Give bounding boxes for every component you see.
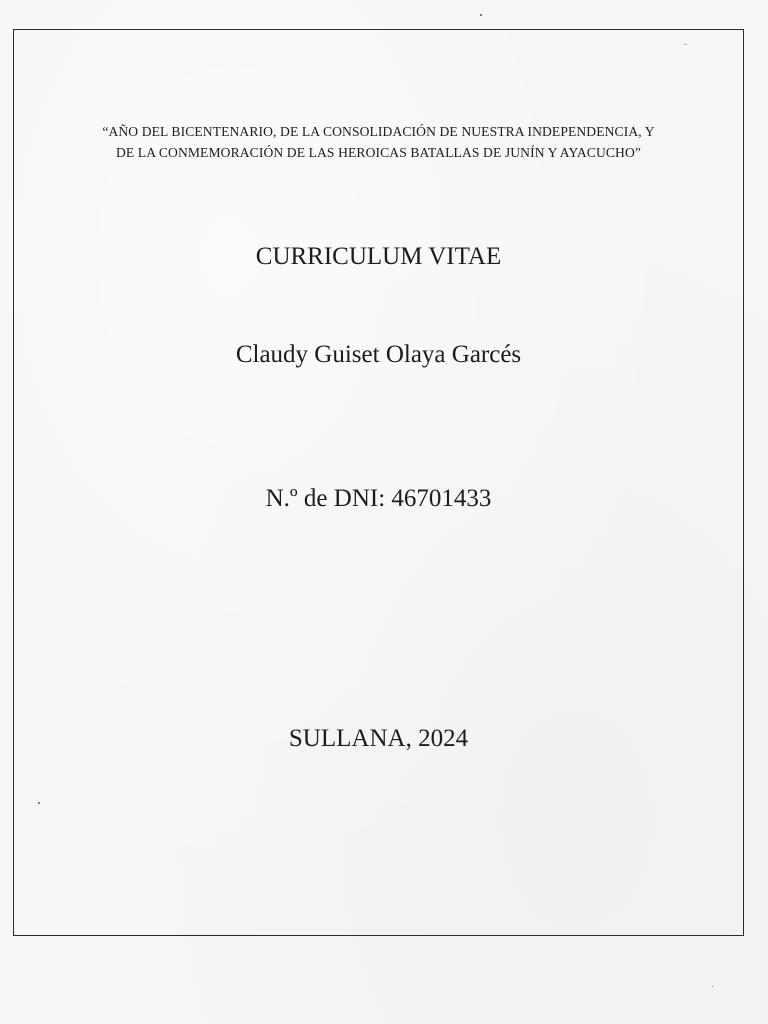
scan-speck — [480, 14, 482, 16]
place-and-year: SULLANA, 2024 — [288, 725, 469, 752]
dni-number: N.º de DNI: 46701433 — [265, 485, 492, 512]
motto-line-2: DE LA CONMEMORACIÓN DE LAS HEROICAS BATALLAS DE JUNÍN Y AYACUCHO” — [115, 145, 641, 160]
official-year-motto — [13, 121, 744, 163]
scan-speck — [712, 986, 713, 987]
scan-speck — [684, 44, 687, 45]
applicant-name: Claudy Guiset Olaya Garcés — [235, 341, 522, 368]
scan-speck — [38, 802, 40, 804]
document-title: CURRICULUM VITAE — [255, 243, 502, 270]
motto-line-1: “AÑO DEL BICENTENARIO, DE LA CONSOLIDACIÓN DE NUESTRA INDEPENDENCIA, Y — [102, 124, 655, 139]
